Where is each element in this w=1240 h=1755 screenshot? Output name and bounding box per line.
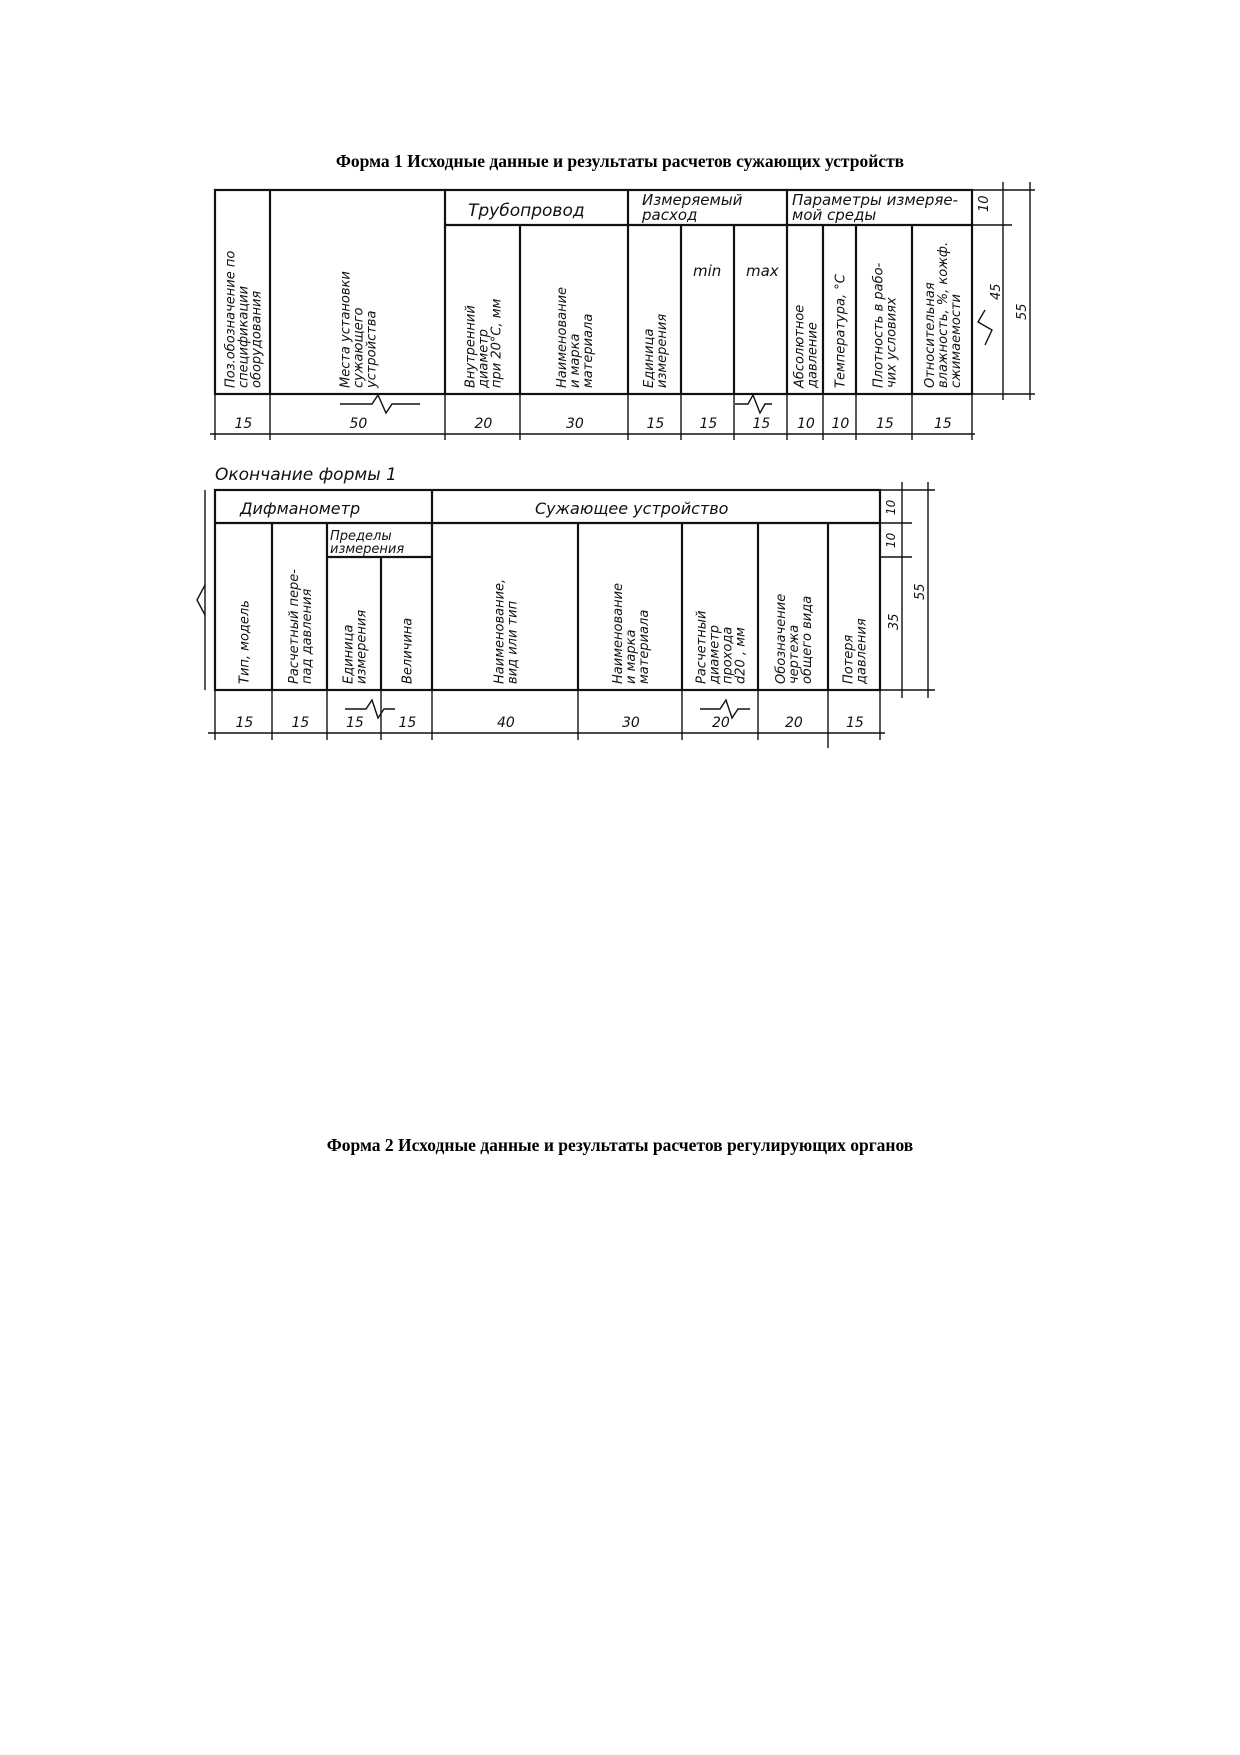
column-header-7-line2: общего вида xyxy=(800,595,815,684)
column-header-10-line0: Относительная xyxy=(923,282,938,388)
column-header-1-line1: сужающего xyxy=(351,307,367,388)
column-width-2: 20 xyxy=(474,416,493,432)
column-width-10: 15 xyxy=(934,416,952,432)
column-width-4: 15 xyxy=(646,416,665,432)
column-header-5-line0: Наименование xyxy=(611,582,626,684)
column-header-3-line0: Величина xyxy=(400,617,416,684)
column-header-6-line2: прохода xyxy=(720,626,736,684)
column-width-5: 15 xyxy=(699,416,718,432)
group-flow-line2: расход xyxy=(642,206,698,224)
height-45: 45 xyxy=(989,283,1004,300)
column-width-0: 15 xyxy=(235,715,254,731)
column-width-3: 30 xyxy=(566,416,584,432)
column-header-7-line0: Абсолютное xyxy=(792,304,808,388)
height-55: 55 xyxy=(1015,303,1030,320)
form1-text xyxy=(224,191,1031,432)
column-width-6: 20 xyxy=(712,715,730,731)
group-params-line2: мой среды xyxy=(792,206,877,224)
column-width-8: 10 xyxy=(831,416,850,432)
column-width-4: 40 xyxy=(497,715,515,731)
column-width-5: 30 xyxy=(622,715,640,731)
group-pipeline: Трубопровод xyxy=(468,201,585,221)
column-header-4-line0: Единица xyxy=(642,328,657,388)
column-header-1-line2: устройства xyxy=(364,310,380,388)
form1-width-dimensions xyxy=(210,394,975,440)
group-diffmanometer: Дифманометр xyxy=(240,499,361,518)
column-header-4-line1: вид или тип xyxy=(505,600,521,684)
column-header-9-line1: чих условиях xyxy=(884,297,900,388)
form1-caption: Форма 1 Исходные данные и результаты расчетов сужающих устройств xyxy=(335,151,905,171)
column-width-1: 15 xyxy=(291,715,310,731)
column-width-7: 10 xyxy=(797,416,815,432)
height-35: 35 xyxy=(887,613,902,630)
column-header-4-line0: Наименование, xyxy=(492,578,508,684)
column-header-5-line1: и марка xyxy=(624,629,639,684)
form2-caption: Форма 2 Исходные данные и результаты расчетов регулирующих органов xyxy=(326,1135,914,1155)
column-header-0-line0: Тип, модель xyxy=(237,600,253,684)
column-header-1-line0: Расчетный пере- xyxy=(287,569,302,684)
column-header-1-line0: Места установки xyxy=(338,271,354,388)
column-header-4-line1: измерения xyxy=(655,313,670,388)
column-header-8-line0: Потеря xyxy=(841,634,857,684)
column-width-0: 15 xyxy=(234,416,253,432)
height-10a: 10 xyxy=(884,499,898,515)
column-width-1: 50 xyxy=(349,416,368,432)
column-header-8-line0: Температура, °С xyxy=(833,274,849,388)
column-header-0-line2: оборудования xyxy=(249,290,265,388)
column-header-5-line2: материала xyxy=(637,609,652,684)
column-header-8-line1: давления xyxy=(854,618,870,684)
height-10b: 10 xyxy=(884,532,898,548)
column-header-0-line1: спецификации xyxy=(236,285,252,388)
group-params-line1: Параметры измеряе- xyxy=(792,191,959,209)
column-width-2: 15 xyxy=(346,715,364,731)
column-header-2-line0: Единица xyxy=(341,624,357,684)
column-header-10-line2: сжимаемости xyxy=(949,293,964,388)
column-header-2-line1: диаметр xyxy=(476,328,492,388)
form1-end-title: Окончание формы 1 xyxy=(215,465,397,485)
group-range-line2: измерения xyxy=(330,542,405,557)
height-55: 55 xyxy=(913,583,928,600)
column-width-9: 15 xyxy=(876,416,894,432)
column-header-1-line1: пад давления xyxy=(300,588,315,684)
column-header-6-line1: диаметр xyxy=(707,624,723,684)
column-header-6-line3: d20 , мм xyxy=(733,627,749,684)
column-header-2-line0: Внутренний xyxy=(463,305,479,388)
group-range-line1: Пределы xyxy=(330,529,392,544)
column-header-10-line1: влажность, %, кожф. xyxy=(936,241,951,388)
column-width-8: 15 xyxy=(846,715,864,731)
column-header-2-line1: измерения xyxy=(354,609,370,684)
column-width-6: 15 xyxy=(752,416,771,432)
group-flow-line1: Измеряемый xyxy=(642,191,743,209)
column-header-2-line2: при 20°С, мм xyxy=(489,298,505,388)
column-header-6: max xyxy=(746,262,779,280)
column-header-5: min xyxy=(693,262,722,280)
column-header-7-line1: давление xyxy=(805,322,821,388)
column-header-3-line0: Наименование xyxy=(555,286,570,388)
height-10: 10 xyxy=(977,195,992,212)
column-width-7: 20 xyxy=(785,715,803,731)
column-header-3-line1: и марка xyxy=(568,333,583,388)
column-header-0-line0: Поз.обозначение по xyxy=(223,250,239,388)
column-header-6-line0: Расчетный xyxy=(694,610,710,684)
column-width-3: 15 xyxy=(398,715,417,731)
column-header-3-line2: материала xyxy=(581,313,596,388)
column-header-9-line0: Плотность в рабо- xyxy=(871,262,887,388)
column-header-7-line1: чертежа xyxy=(787,624,802,684)
column-header-7-line0: Обозначение xyxy=(774,593,789,684)
group-device: Сужающее устройство xyxy=(535,499,729,518)
